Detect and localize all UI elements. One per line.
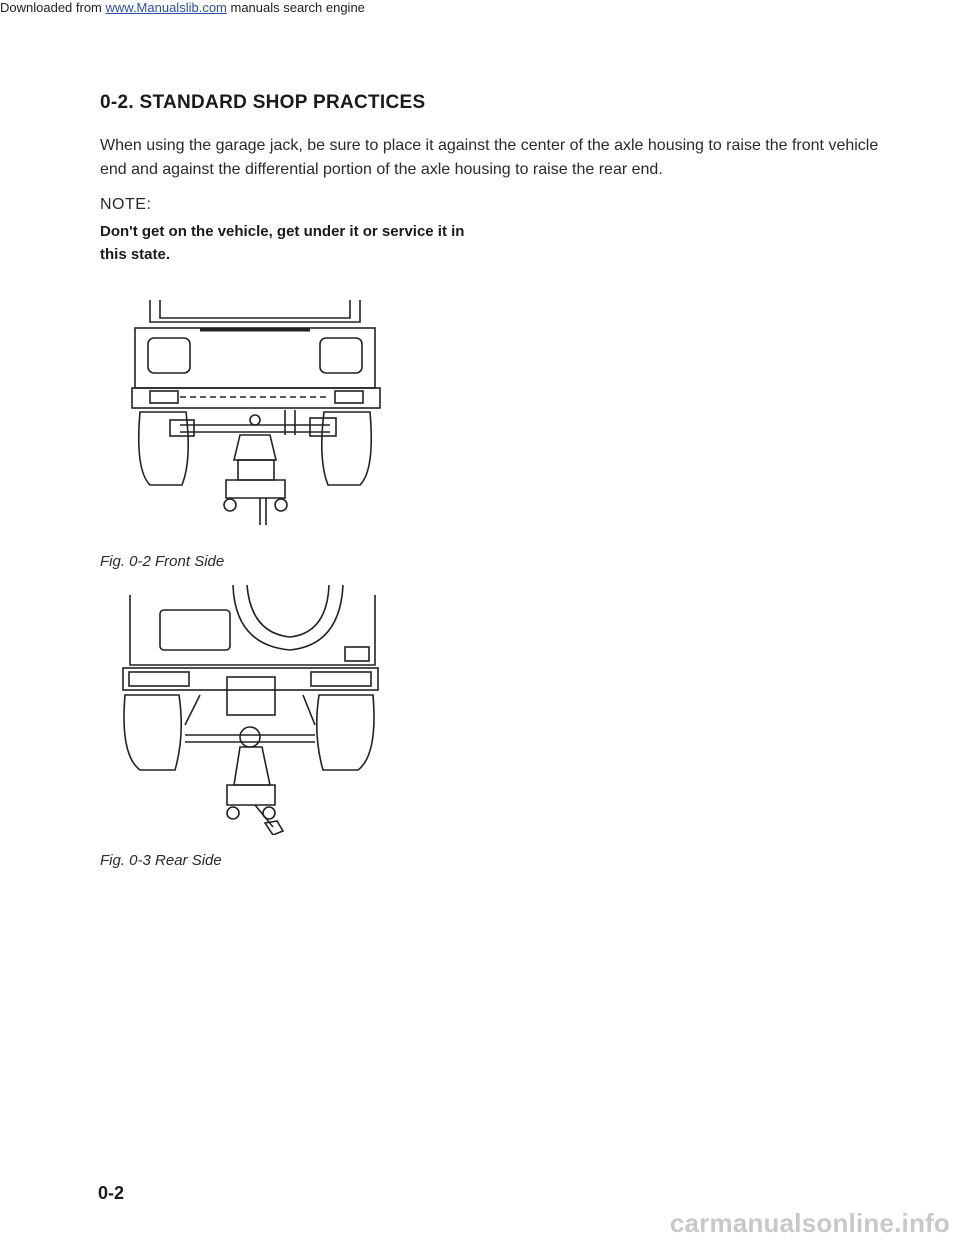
rear-side-illustration [115,585,385,835]
manualslib-link[interactable]: www.Manualslib.com [105,0,227,15]
note-text: Don't get on the vehicle, get under it or service it in this state. [100,223,465,263]
banner-suffix: manuals search engine [226,0,365,15]
section-title: 0-2. STANDARD SHOP PRACTICES [100,92,426,113]
page-number: 0-2 [98,1183,125,1203]
intro-paragraph: When using the garage jack, be sure to place it against the center of the axle housing to raise the front vehicle end and against the differential portion of the axle housing to raise the rear end. [100,137,879,178]
note-label: NOTE: [100,196,152,213]
banner-prefix: Downloaded from [0,0,106,15]
footer-watermark: carmanualsonline.info [669,1208,950,1238]
front-side-illustration [120,300,390,525]
rear-figure-caption: Fig. 0-3 Rear Side [100,852,222,869]
front-figure-caption: Fig. 0-2 Front Side [100,553,225,570]
download-banner [0,0,365,15]
